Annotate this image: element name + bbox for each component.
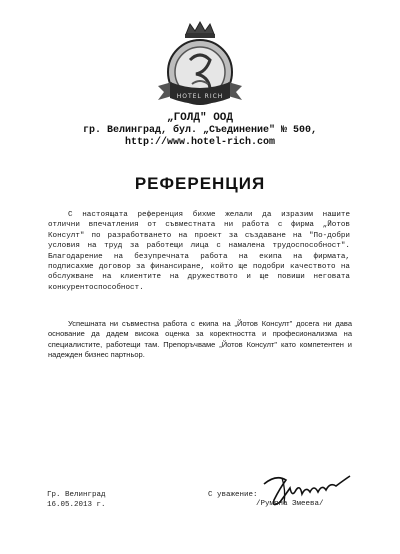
svg-text:HOTEL RICH: HOTEL RICH	[176, 93, 224, 100]
place-date-block	[47, 490, 106, 510]
signer-name: /Румяна Змеева/	[256, 500, 324, 508]
paragraph-2-text: Успешната ни съвместна работа с екипа на „Йотов Консулт" досега ни дава основание да дадем висока оценка за коректността и професионализма на специалистите, работещи там. Препоръчваме „Йотов Консулт" като компетентен и надежден бизнес партньор.	[48, 319, 352, 360]
place: Гр. Велинград	[47, 491, 106, 499]
company-name: „ГОЛД" ООД	[166, 112, 233, 124]
paragraph-1-text: С настоящата референция бихме желали да изразим нашите отлични впечатления от съвместната ни работа с фирма „Йотов Консулт" по разработването на проект за създаване на "По-добри условия на труд за работещи лица с намалена трудоспособност". Благодарение на безупречната работа на екипа на фирмата, подписахме договор за финансиране, който ще подобри качеството на обслужване на клиентите на дружеството и ще повиши неговата конкурентоспособност.	[48, 211, 350, 292]
company-url: http://www.hotel-rich.com	[124, 137, 276, 148]
document-title: РЕФЕРЕНЦИЯ	[134, 174, 266, 193]
date: 16.05.2013 г.	[47, 501, 106, 509]
company-address: гр. Велинград, бул. „Съединение" № 500,	[82, 125, 318, 136]
regards: С уважение:	[208, 491, 258, 499]
hotel-logo-icon	[152, 20, 248, 116]
paragraph-1	[48, 210, 350, 293]
paragraph-2	[48, 319, 352, 361]
